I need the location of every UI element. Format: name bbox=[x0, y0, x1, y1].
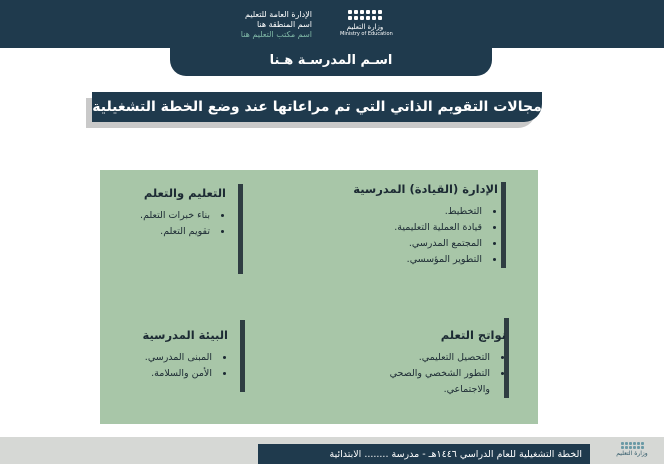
section-divider bbox=[238, 184, 243, 274]
list-item: • المجتمع المدرسي. bbox=[328, 236, 484, 252]
ministry-logo bbox=[340, 8, 393, 40]
list-item: • التخطيط. bbox=[328, 204, 484, 220]
admin-line3: اسم مكتب التعليم هنا bbox=[240, 30, 312, 39]
list-item: • الأمن والسلامة. bbox=[118, 366, 214, 382]
admin-info bbox=[241, 10, 312, 40]
section-outcomes bbox=[356, 328, 506, 398]
list-item: • التحصيل التعليمي. bbox=[356, 350, 492, 366]
admin-line2: اسم المنطقة هنا bbox=[256, 20, 312, 29]
section-divider bbox=[240, 320, 245, 392]
ministry-logo-icon bbox=[604, 442, 660, 449]
page-title: مجالات التقويم الذاتي التي تم مراعاتها عند وضع الخطة التشغيلية bbox=[92, 92, 542, 122]
list-item: • التطوير المؤسسي. bbox=[328, 252, 484, 268]
list-item: • بناء خبرات التعلم. bbox=[116, 208, 212, 224]
footer-ministry-name: وزارة التعليم bbox=[616, 450, 648, 457]
school-name: اسـم المدرسـة هـنا bbox=[170, 44, 492, 76]
top-header bbox=[0, 0, 664, 48]
section-heading: التعليم والتعلم bbox=[143, 186, 226, 200]
domains-panel bbox=[100, 170, 538, 424]
ministry-name-en: Ministry of Education bbox=[340, 31, 393, 37]
section-heading: الإدارة (القيادة) المدرسية bbox=[353, 182, 498, 196]
footer-text: الخطة التشغيلية للعام الدراسي ١٤٤٦هـ - مدرسة ........ الابتدائية bbox=[258, 444, 590, 464]
ministry-logo-icon bbox=[340, 10, 390, 20]
footer-ministry-logo bbox=[604, 440, 660, 464]
section-heading: نواتج التعلم bbox=[440, 328, 506, 342]
section-environment bbox=[118, 328, 228, 382]
admin-line1: الإدارة العامة للتعليم bbox=[245, 10, 312, 19]
section-divider bbox=[501, 182, 506, 268]
section-teaching bbox=[116, 186, 226, 240]
ministry-name-ar: وزارة التعليم bbox=[346, 23, 384, 31]
section-heading: البيئة المدرسية bbox=[142, 328, 228, 342]
list-item: • قيادة العملية التعليمية. bbox=[328, 220, 484, 236]
list-item: • المبنى المدرسي. bbox=[118, 350, 214, 366]
list-item: • تقويم التعلم. bbox=[116, 224, 212, 240]
list-item: • التطور الشخصي والصحي والاجتماعي. bbox=[356, 366, 492, 398]
section-admin bbox=[328, 182, 498, 268]
